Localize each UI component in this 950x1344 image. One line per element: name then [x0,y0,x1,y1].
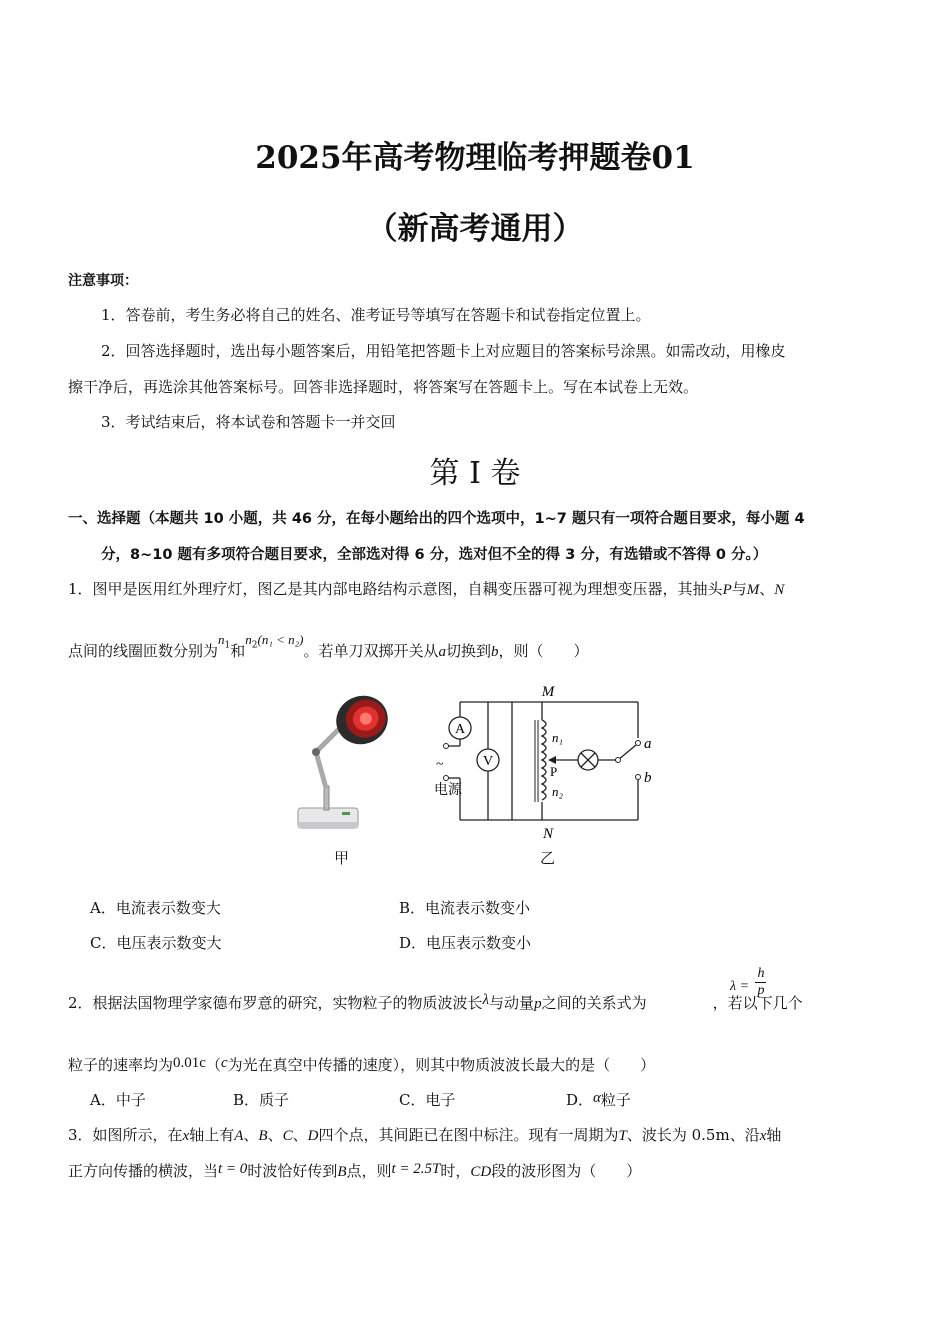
q1-line-1: 1．图甲是医用红外理疗灯，图乙是其内部电路结构示意图，自耦变压器可视为理想变压器，其抽头P与M、N [68,580,785,598]
notice-item-1: 1．答卷前，考生务必将自己的姓名、准考证号等填写在答题卡和试卷指定位置上。 [101,306,651,324]
label-a: a [644,736,652,752]
ammeter-label: A [454,722,466,737]
terminal-a [636,741,641,746]
ac-symbol: ~ [436,757,444,772]
terminal-b [636,775,641,780]
tap-arrow-icon [548,756,556,764]
q2-option-d[interactable]: D．α粒子 [566,1090,631,1109]
switch-blade [618,745,636,760]
circuit-diagram [430,680,670,850]
infrared-lamp-figure [290,690,400,840]
q1-line-2: 点间的线圈匝数分别为$n_1$和$n_2(n_1 < n_2)$。若单刀双掷开关从a切换到b，则（ ） [68,632,589,660]
lamp-head [329,690,394,751]
label-M: M [541,684,555,700]
q3-line-2: 正方向传播的横波，当t = 0时波恰好传到B点，则t = 2.5T时，CD段的波形图为（ ） [68,1161,642,1180]
q1-option-c[interactable]: C．电压表示数变大 [90,934,222,952]
figure-label-yi: 乙 [540,849,556,867]
label-n1: n₁ [552,730,564,745]
q3-line-1: 3．如图所示，在x轴上有A、B、C、D四个点，其间距已在图中标注。现有一周期为T、波长为 0.5m、沿x轴 [68,1126,782,1144]
q1-option-a[interactable]: A．电流表示数变大 [90,899,221,917]
label-n2: n₂ [552,784,564,799]
section-header-2: 分，8~10 题有多项符合题目要求，全部选对得 6 分，选对但不全的得 3 分，有选错或不答得 0 分。） [101,547,768,563]
q2-line-2: 粒子的速率均为0.01c（c为光在真空中传播的速度），则其中物质波波长最大的是（ ） [68,1055,656,1074]
figure-label-jia: 甲 [334,849,350,867]
transformer-coil [542,720,546,800]
section-title: 第 I 卷 [429,456,521,491]
q2-line-1: 2．根据法国物理学家德布罗意的研究，实物粒子的物质波波长λ与动量p之间的关系式为 ，若以下几个 [68,992,803,1012]
source-label: 电源 [434,783,462,798]
label-N: N [542,826,554,842]
notice-heading: 注意事项： [68,273,138,289]
q2-option-c[interactable]: C．电子 [399,1091,456,1109]
voltmeter-label: V [482,754,494,769]
notice-item-2-cont: 擦干净后，再选涂其他答案标号。回答非选择题时，将答案写在答题卡上。写在本试卷上无效。 [68,378,699,396]
label-b: b [644,770,652,786]
q1-option-b[interactable]: B．电流表示数变小 [399,899,531,917]
q1-option-d[interactable]: D．电压表示数变小 [399,934,532,952]
section-header-1: 一、选择题（本题共 10 小题，共 46 分，在每小题给出的四个选项中，1~7 题只有一项符合题目要求，每小题 4 [68,511,805,527]
notice-item-2: 2．回答选择题时，选出每小题答案后，用铅笔把答题卡上对应题目的答案标号涂黑。如需改动，用橡皮 [101,342,786,360]
q2-option-b[interactable]: B．质子 [233,1091,290,1109]
page-subtitle: （新高考通用） [366,211,584,247]
de-broglie-formula: λ = $\frac{h}{p}$ [730,966,765,998]
lamp-arm [316,752,326,788]
notice-item-3: 3．考试结束后，将本试卷和答题卡一并交回 [101,413,396,431]
label-P: P [550,764,558,779]
q2-option-a[interactable]: A．中子 [90,1091,146,1109]
page-title: 2025年高考物理临考押题卷01 [255,140,695,176]
